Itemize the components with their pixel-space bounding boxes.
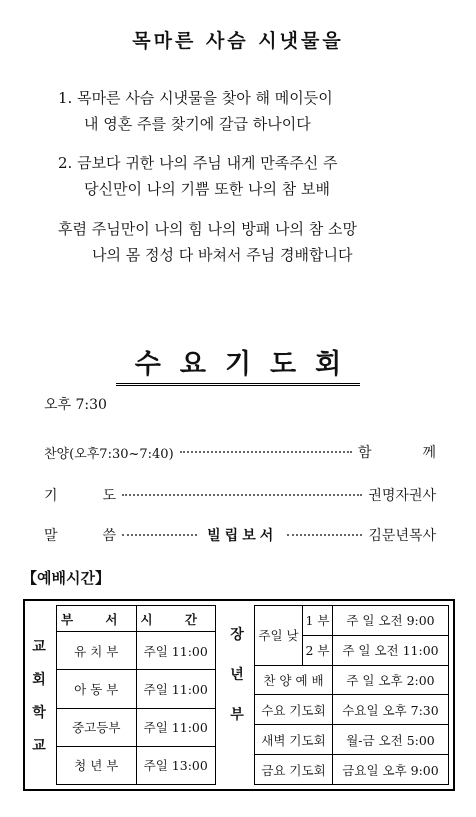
service-time: 오후 7:30 (44, 397, 107, 413)
order-row-sermon (44, 524, 436, 546)
dotted-leader (180, 451, 352, 453)
prayer-label-b: 도 (102, 488, 116, 504)
prayer-label-a: 기 (44, 488, 58, 504)
refrain-line-1: 후렴 주님만이 나의 힘 나의 방패 나의 참 소망 (58, 220, 357, 238)
school-label-char: 교 (32, 639, 46, 655)
verse-2-line-2: 당신만이 나의 기쁨 또한 나의 참 보배 (84, 180, 330, 198)
service-title-text: 수요기도회 (116, 342, 360, 386)
time-cell: 주일 11:00 (136, 632, 216, 670)
table-row (57, 708, 216, 746)
refrain-line-2: 나의 몸 정성 다 바쳐서 주님 경배합니다 (92, 246, 353, 264)
service-time-cell: 주 일 오전 9:00 (333, 606, 449, 636)
service-time-cell: 월-금 오전 5:00 (333, 725, 449, 755)
service-time-cell: 주 일 오후 2:00 (333, 665, 449, 695)
service-time-cell: 금요일 오후 9:00 (333, 755, 449, 785)
praise-label: 찬양(오후7:30~7:40) (44, 446, 174, 462)
hymn-verse-2 (58, 150, 338, 202)
service-name-cell: 새벽 기도회 (255, 725, 333, 755)
dotted-leader (122, 534, 197, 536)
table-row (57, 670, 216, 708)
service-title (0, 342, 476, 386)
table-row (255, 665, 449, 695)
table-row (57, 746, 216, 784)
prayer-leader: 권명자권사 (368, 488, 436, 504)
praise-leader (358, 442, 436, 462)
church-school-label (27, 640, 51, 772)
dept-cell: 청 년 부 (57, 746, 137, 784)
dotted-leader (122, 494, 362, 496)
school-label-char: 회 (32, 672, 46, 688)
dept-cell: 중고등부 (57, 708, 137, 746)
schedule-heading: 【예배시간】 (22, 569, 110, 587)
dept-header: 부 서 (57, 606, 137, 632)
adult-label-char: 년 (230, 667, 244, 683)
praise-leader-a: 함 (358, 445, 372, 461)
sermon-label-a: 말 (44, 528, 58, 544)
order-row-prayer (44, 484, 436, 506)
service-time-cell: 주 일 오전 11:00 (333, 635, 449, 665)
church-school-table (56, 605, 216, 785)
sunday-label: 주일 낮 (255, 606, 303, 666)
service-name-cell: 찬 양 예 배 (255, 665, 333, 695)
hymn-refrain (58, 216, 357, 268)
verse-1-line-1: 1. 목마른 사슴 시냇물을 찾아 해 메이듯이 (58, 89, 333, 107)
adult-dept-label (225, 628, 249, 748)
sermon-scripture: 빌립보서 (207, 528, 278, 544)
dept-cell: 유 치 부 (57, 632, 137, 670)
school-label-char: 교 (32, 738, 46, 754)
adult-label-char: 부 (230, 707, 244, 723)
table-header-row (57, 606, 216, 632)
time-cell: 주일 11:00 (136, 708, 216, 746)
table-row (255, 695, 449, 725)
table-row (255, 725, 449, 755)
service-name-cell: 2 부 (303, 635, 333, 665)
school-label-char: 학 (32, 705, 46, 721)
sermon-preacher: 김문년목사 (368, 528, 437, 544)
service-name-cell: 수요 기도회 (255, 695, 333, 725)
adult-service-table (254, 605, 449, 785)
table-row (255, 755, 449, 785)
sermon-label-b: 씀 (102, 528, 116, 544)
table-row (57, 632, 216, 670)
hymn-title: 목마른 사슴 시냇물을 (132, 30, 344, 52)
dotted-leader (287, 534, 362, 536)
verse-2-line-1: 2. 금보다 귀한 나의 주님 내게 만족주신 주 (58, 154, 338, 172)
service-name-cell: 1 부 (303, 606, 333, 636)
adult-label-char: 장 (230, 627, 244, 643)
table-row (255, 606, 449, 636)
dept-cell: 아 동 부 (57, 670, 137, 708)
prayer-label (44, 485, 116, 505)
verse-1-line-2: 내 영혼 주를 찾기에 갈급 하나이다 (84, 115, 311, 133)
service-name-cell: 금요 기도회 (255, 755, 333, 785)
time-cell: 주일 11:00 (136, 670, 216, 708)
time-cell: 주일 13:00 (136, 746, 216, 784)
order-row-praise (44, 441, 436, 463)
hymn-verse-1 (58, 85, 333, 137)
praise-leader-b: 께 (422, 445, 436, 461)
service-time-cell: 수요일 오후 7:30 (333, 695, 449, 725)
sermon-label (44, 525, 116, 545)
time-header: 시 간 (136, 606, 216, 632)
